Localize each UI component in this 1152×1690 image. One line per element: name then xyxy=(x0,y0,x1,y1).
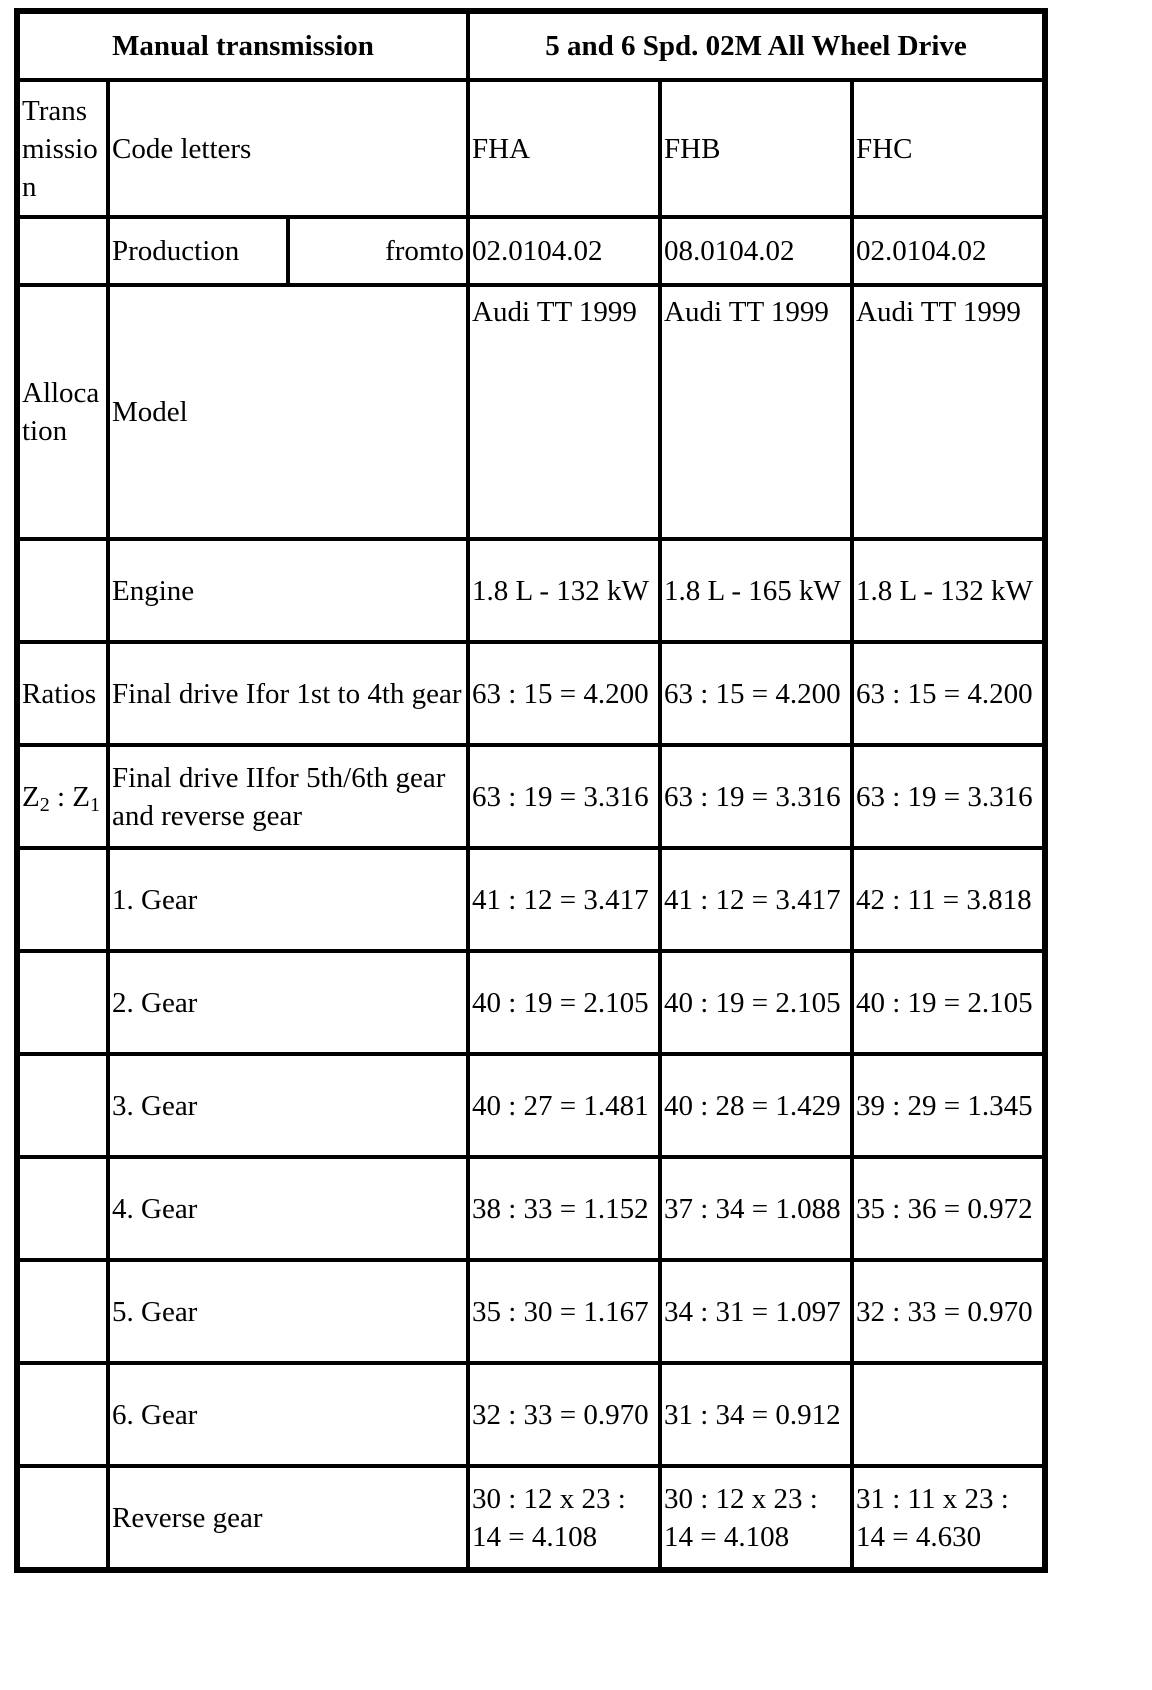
header-transmission-type: 5 and 6 Spd. 02M All Wheel Drive xyxy=(468,12,1044,80)
gear-value-fha: 35 : 30 = 1.167 xyxy=(468,1260,660,1363)
gear-value-fhc: 35 : 36 = 0.972 xyxy=(852,1157,1044,1260)
gear-value-fhb: 30 : 12 x 23 : 14 = 4.108 xyxy=(660,1466,852,1569)
gear-label: 2. Gear xyxy=(108,951,468,1054)
transmission-spec-table xyxy=(14,8,1048,1573)
header-row xyxy=(18,12,1044,80)
gear-value-fhb: 40 : 28 = 1.429 xyxy=(660,1054,852,1157)
group-allocation: Allocation xyxy=(18,285,108,539)
production-fha: 02.0104.02 xyxy=(468,217,660,285)
label-final-drive-1: Final drive Ifor 1st to 4th gear xyxy=(108,642,468,745)
code-letters-row xyxy=(18,80,1044,217)
subscript-2: 2 xyxy=(39,793,50,816)
gear-row xyxy=(18,1466,1044,1569)
empty-group-cell xyxy=(18,1054,108,1157)
empty-group-cell xyxy=(18,951,108,1054)
label-production: Production xyxy=(108,217,288,285)
gear-value-fhc xyxy=(852,1363,1044,1466)
gear-row xyxy=(18,1260,1044,1363)
empty-group-cell xyxy=(18,1260,108,1363)
gear-value-fhc: 32 : 33 = 0.970 xyxy=(852,1260,1044,1363)
model-fha: Audi TT 1999 xyxy=(468,285,660,539)
empty-group-cell xyxy=(18,1157,108,1260)
production-row xyxy=(18,217,1044,285)
gear-row xyxy=(18,951,1044,1054)
gear-row xyxy=(18,1363,1044,1466)
gear-label: Reverse gear xyxy=(108,1466,468,1569)
gear-row xyxy=(18,848,1044,951)
gear-value-fha: 40 : 27 = 1.481 xyxy=(468,1054,660,1157)
engine-row xyxy=(18,539,1044,642)
gear-value-fhb: 40 : 19 = 2.105 xyxy=(660,951,852,1054)
model-fhc: Audi TT 1999 xyxy=(852,285,1044,539)
empty-group-cell xyxy=(18,539,108,642)
label-model: Model xyxy=(108,285,468,539)
final-drive-2-fhc: 63 : 19 = 3.316 xyxy=(852,745,1044,848)
code-fhc: FHC xyxy=(852,80,1044,217)
gear-label: 6. Gear xyxy=(108,1363,468,1466)
model-fhb: Audi TT 1999 xyxy=(660,285,852,539)
label-engine: Engine xyxy=(108,539,468,642)
z-separator: : Z xyxy=(49,780,90,813)
model-row xyxy=(18,285,1044,539)
final-drive-1-fha: 63 : 15 = 4.200 xyxy=(468,642,660,745)
engine-fhb: 1.8 L - 165 kW xyxy=(660,539,852,642)
gear-value-fha: 41 : 12 = 3.417 xyxy=(468,848,660,951)
gear-value-fha: 32 : 33 = 0.970 xyxy=(468,1363,660,1466)
group-transmission: Transmission xyxy=(18,80,108,217)
gear-value-fha: 30 : 12 x 23 : 14 = 4.108 xyxy=(468,1466,660,1569)
engine-fha: 1.8 L - 132 kW xyxy=(468,539,660,642)
gear-row xyxy=(18,1054,1044,1157)
gear-value-fhb: 41 : 12 = 3.417 xyxy=(660,848,852,951)
empty-group-cell xyxy=(18,848,108,951)
final-drive-1-fhb: 63 : 15 = 4.200 xyxy=(660,642,852,745)
label-from-to: fromto xyxy=(288,217,468,285)
final-drive-2-fhb: 63 : 19 = 3.316 xyxy=(660,745,852,848)
production-fhb: 08.0104.02 xyxy=(660,217,852,285)
final-drive-1-row xyxy=(18,642,1044,745)
engine-fhc: 1.8 L - 132 kW xyxy=(852,539,1044,642)
code-fhb: FHB xyxy=(660,80,852,217)
production-fhc: 02.0104.02 xyxy=(852,217,1044,285)
code-fha: FHA xyxy=(468,80,660,217)
empty-group-cell xyxy=(18,1466,108,1569)
label-final-drive-2: Final drive IIfor 5th/6th gear and reverse gear xyxy=(108,745,468,848)
gear-label: 5. Gear xyxy=(108,1260,468,1363)
header-manual-transmission: Manual transmission xyxy=(18,12,468,80)
gear-value-fhb: 37 : 34 = 1.088 xyxy=(660,1157,852,1260)
empty-group-cell xyxy=(18,1363,108,1466)
gear-value-fhc: 42 : 11 = 3.818 xyxy=(852,848,1044,951)
empty-group-cell xyxy=(18,217,108,285)
gear-value-fhc: 31 : 11 x 23 : 14 = 4.630 xyxy=(852,1466,1044,1569)
gear-row xyxy=(18,1157,1044,1260)
subscript-1: 1 xyxy=(90,793,100,816)
gear-value-fhb: 34 : 31 = 1.097 xyxy=(660,1260,852,1363)
group-z2-z1 xyxy=(18,745,108,848)
final-drive-2-fha: 63 : 19 = 3.316 xyxy=(468,745,660,848)
gear-label: 3. Gear xyxy=(108,1054,468,1157)
gear-value-fha: 38 : 33 = 1.152 xyxy=(468,1157,660,1260)
z-letter: Z xyxy=(22,780,40,813)
gear-value-fhb: 31 : 34 = 0.912 xyxy=(660,1363,852,1466)
gear-value-fhc: 40 : 19 = 2.105 xyxy=(852,951,1044,1054)
gear-label: 1. Gear xyxy=(108,848,468,951)
final-drive-1-fhc: 63 : 15 = 4.200 xyxy=(852,642,1044,745)
label-code-letters: Code letters xyxy=(108,80,468,217)
group-ratios: Ratios xyxy=(18,642,108,745)
final-drive-2-row xyxy=(18,745,1044,848)
gear-label: 4. Gear xyxy=(108,1157,468,1260)
gear-value-fha: 40 : 19 = 2.105 xyxy=(468,951,660,1054)
gear-value-fhc: 39 : 29 = 1.345 xyxy=(852,1054,1044,1157)
